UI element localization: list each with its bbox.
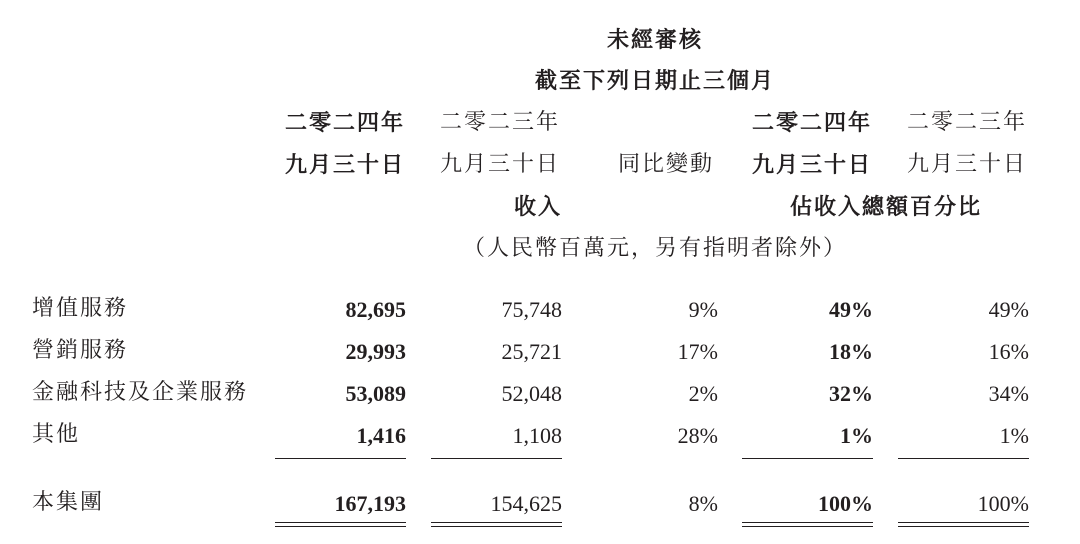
total-double-rule	[431, 522, 562, 527]
row-label: 其他	[32, 422, 81, 447]
col-2023-year: 二零二三年	[439, 110, 561, 135]
row-rev-2024: 29,993	[345, 339, 406, 364]
total-label: 本集團	[32, 490, 105, 515]
yoy-heading: 同比變動	[617, 152, 715, 177]
row-rev-2024: 82,695	[345, 297, 406, 322]
col-2023-date: 九月三十日	[439, 152, 561, 177]
period-heading: 截至下列日期止三個月	[534, 68, 776, 94]
row-rev-2023: 25,721	[501, 339, 562, 364]
pct-2023-date: 九月三十日	[906, 152, 1028, 177]
total-rev-2024: 167,193	[334, 491, 406, 516]
unaudited-heading: 未經審核	[606, 27, 704, 53]
col-2024-date: 九月三十日	[284, 152, 406, 178]
total-yoy: 8%	[688, 491, 718, 516]
row-yoy: 28%	[677, 423, 718, 448]
row-yoy: 17%	[677, 339, 718, 364]
row-yoy: 9%	[688, 297, 718, 322]
subtotal-rule	[742, 458, 873, 459]
row-yoy: 2%	[688, 381, 718, 406]
row-rev-2024: 1,416	[356, 423, 406, 448]
subtotal-rule	[431, 458, 562, 459]
subtotal-rule	[898, 458, 1029, 459]
total-pct-2023: 100%	[977, 491, 1029, 516]
pct-2024-year: 二零二四年	[751, 110, 873, 136]
row-pct-2023: 49%	[988, 297, 1029, 322]
row-label: 營銷服務	[32, 338, 129, 363]
pct-of-total-heading: 佔收入總額百分比	[789, 194, 983, 220]
row-pct-2024: 49%	[829, 297, 873, 322]
row-label: 增值服務	[32, 296, 129, 321]
total-double-rule	[742, 522, 873, 527]
row-rev-2023: 75,748	[501, 297, 562, 322]
total-double-rule	[898, 522, 1029, 527]
subtotal-rule	[275, 458, 406, 459]
revenue-heading: 收入	[513, 194, 563, 220]
col-2024-year: 二零二四年	[284, 110, 406, 136]
total-pct-2024: 100%	[818, 491, 873, 516]
row-rev-2024: 53,089	[345, 381, 406, 406]
total-rev-2023: 154,625	[490, 491, 562, 516]
unit-note: （人民幣百萬元，另有指明者除外）	[462, 236, 848, 261]
row-pct-2023: 16%	[988, 339, 1029, 364]
row-pct-2023: 1%	[999, 423, 1029, 448]
pct-2023-year: 二零二三年	[906, 110, 1028, 135]
row-pct-2023: 34%	[988, 381, 1029, 406]
pct-2024-date: 九月三十日	[751, 152, 873, 178]
total-double-rule	[275, 522, 406, 527]
row-pct-2024: 32%	[829, 381, 873, 406]
row-rev-2023: 52,048	[501, 381, 562, 406]
row-pct-2024: 18%	[829, 339, 873, 364]
row-label: 金融科技及企業服務	[32, 380, 249, 405]
row-pct-2024: 1%	[840, 423, 873, 448]
row-rev-2023: 1,108	[512, 423, 562, 448]
